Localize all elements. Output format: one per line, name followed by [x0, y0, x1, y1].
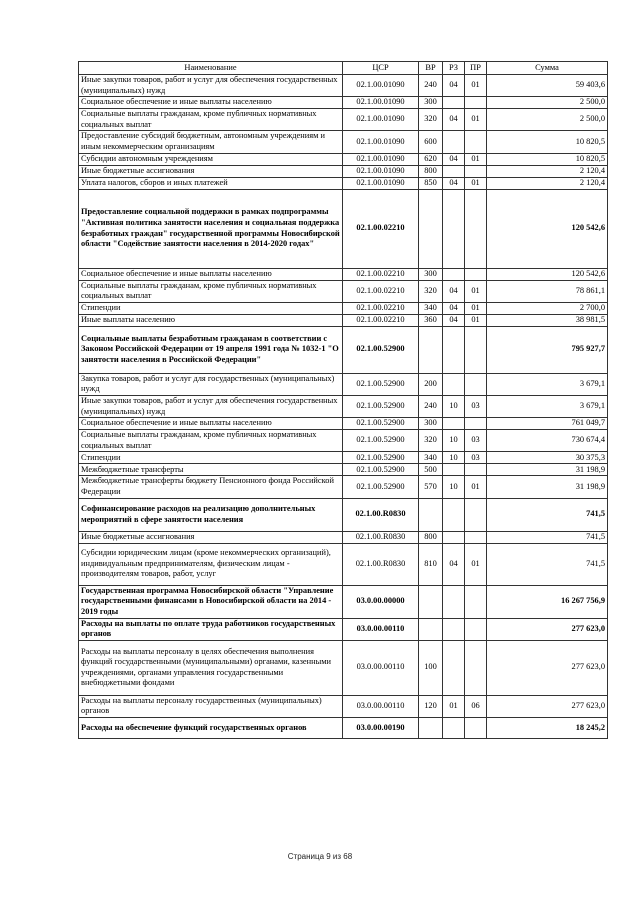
cell-name: Государственная программа Новосибирской области "Управление государственными финансами в Новосибирской области на 2014 - 2019 годы — [79, 585, 343, 618]
table-row — [79, 302, 608, 314]
cell-csr: 02.1.00.R0830 — [343, 531, 419, 543]
cell-vr: 120 — [419, 695, 443, 717]
cell-csr: 03.0.00.00110 — [343, 618, 419, 640]
cell-name: Иные бюджетные ассигнования — [79, 531, 343, 543]
cell-sum: 3 679,1 — [487, 395, 608, 417]
cell-csr: 02.1.00.02210 — [343, 302, 419, 314]
cell-sum: 761 049,7 — [487, 418, 608, 430]
header-pr: ПР — [465, 62, 487, 75]
table-row — [79, 153, 608, 165]
cell-name: Иные бюджетные ассигнования — [79, 165, 343, 177]
cell-name: Социальные выплаты гражданам, кроме публичных нормативных социальных выплат — [79, 109, 343, 131]
cell-rz — [443, 268, 465, 280]
table-row — [79, 268, 608, 280]
cell-rz — [443, 618, 465, 640]
cell-rz: 04 — [443, 543, 465, 585]
cell-rz — [443, 373, 465, 395]
cell-csr: 02.1.00.02210 — [343, 268, 419, 280]
cell-rz — [443, 585, 465, 618]
cell-rz: 10 — [443, 430, 465, 452]
table-row — [79, 109, 608, 131]
cell-csr: 02.1.00.01090 — [343, 177, 419, 189]
cell-pr: 01 — [465, 177, 487, 189]
cell-pr: 01 — [465, 75, 487, 97]
cell-name: Иные закупки товаров, работ и услуг для обеспечения государственных (муниципальных) нужд — [79, 75, 343, 97]
cell-sum: 10 820,5 — [487, 153, 608, 165]
cell-csr: 02.1.00.52900 — [343, 452, 419, 464]
cell-rz — [443, 464, 465, 476]
cell-rz: 01 — [443, 695, 465, 717]
cell-name: Субсидии юридическим лицам (кроме некоммерческих организаций), индивидуальным предпринимателям, физическим лицам - производителям товаров, работ, услуг — [79, 543, 343, 585]
cell-vr: 320 — [419, 280, 443, 302]
cell-vr: 240 — [419, 75, 443, 97]
cell-sum: 120 542,6 — [487, 268, 608, 280]
table-row — [79, 418, 608, 430]
cell-vr — [419, 189, 443, 268]
cell-rz: 10 — [443, 452, 465, 464]
cell-pr — [465, 268, 487, 280]
cell-pr — [465, 464, 487, 476]
cell-csr: 03.0.00.00110 — [343, 695, 419, 717]
table-row — [79, 326, 608, 373]
cell-name: Расходы на выплаты персоналу в целях обеспечения выполнения функций государственными (муниципальными) органами, казенными учреждениями, органами управления государственными внебюджетными фондами — [79, 640, 343, 695]
cell-rz — [443, 326, 465, 373]
table-row — [79, 165, 608, 177]
cell-pr — [465, 618, 487, 640]
cell-sum: 30 375,3 — [487, 452, 608, 464]
cell-vr: 300 — [419, 268, 443, 280]
cell-csr: 02.1.00.02210 — [343, 314, 419, 326]
cell-csr: 02.1.00.52900 — [343, 430, 419, 452]
table-body — [79, 75, 608, 739]
cell-name: Субсидии автономным учреждениям — [79, 153, 343, 165]
cell-name: Расходы на обеспечение функций государственных органов — [79, 717, 343, 738]
cell-rz — [443, 131, 465, 153]
cell-pr — [465, 165, 487, 177]
table-row — [79, 373, 608, 395]
table-row — [79, 717, 608, 738]
table-header-row — [79, 62, 608, 75]
cell-vr: 620 — [419, 153, 443, 165]
cell-rz: 04 — [443, 302, 465, 314]
cell-csr: 02.1.00.02210 — [343, 189, 419, 268]
cell-sum: 2 500,0 — [487, 97, 608, 109]
cell-pr: 01 — [465, 153, 487, 165]
cell-pr: 01 — [465, 543, 487, 585]
cell-vr — [419, 326, 443, 373]
cell-name: Стипендии — [79, 302, 343, 314]
cell-rz: 04 — [443, 177, 465, 189]
header-rz: РЗ — [443, 62, 465, 75]
budget-table — [78, 61, 608, 739]
cell-csr: 02.1.00.52900 — [343, 464, 419, 476]
cell-sum: 3 679,1 — [487, 373, 608, 395]
cell-sum: 277 623,0 — [487, 695, 608, 717]
cell-rz: 04 — [443, 109, 465, 131]
cell-csr: 02.1.00.01090 — [343, 153, 419, 165]
cell-csr: 03.0.00.00190 — [343, 717, 419, 738]
cell-vr: 800 — [419, 531, 443, 543]
header-vr: ВР — [419, 62, 443, 75]
cell-csr: 02.1.00.52900 — [343, 373, 419, 395]
table-row — [79, 314, 608, 326]
page-footer: Страница 9 из 68 — [287, 852, 353, 861]
cell-name: Расходы на выплаты персоналу государственных (муниципальных) органов — [79, 695, 343, 717]
cell-sum: 730 674,4 — [487, 430, 608, 452]
cell-name: Социальное обеспечение и иные выплаты населению — [79, 268, 343, 280]
cell-sum: 120 542,6 — [487, 189, 608, 268]
cell-name: Иные выплаты населению — [79, 314, 343, 326]
table-row — [79, 531, 608, 543]
cell-name: Социальные выплаты гражданам, кроме публичных нормативных социальных выплат — [79, 430, 343, 452]
cell-rz — [443, 717, 465, 738]
cell-name: Уплата налогов, сборов и иных платежей — [79, 177, 343, 189]
cell-name: Межбюджетные трансферты бюджету Пенсионного фонда Российской Федерации — [79, 476, 343, 498]
cell-pr — [465, 373, 487, 395]
cell-sum: 59 403,6 — [487, 75, 608, 97]
cell-name: Социальные выплаты гражданам, кроме публичных нормативных социальных выплат — [79, 280, 343, 302]
cell-vr: 810 — [419, 543, 443, 585]
cell-csr: 02.1.00.01090 — [343, 131, 419, 153]
cell-csr: 03.0.00.00000 — [343, 585, 419, 618]
cell-rz — [443, 498, 465, 531]
cell-name: Стипендии — [79, 452, 343, 464]
cell-sum: 2 700,0 — [487, 302, 608, 314]
table-row — [79, 464, 608, 476]
cell-vr: 570 — [419, 476, 443, 498]
cell-name: Предоставление социальной поддержки в рамках подпрограммы "Активная политика занятости населения и социальная поддержка безработных граждан" государственной программы Новосибирской области "Содействие занятости населения в 2014-2020 годах" — [79, 189, 343, 268]
cell-rz: 10 — [443, 476, 465, 498]
cell-vr: 300 — [419, 97, 443, 109]
cell-vr: 360 — [419, 314, 443, 326]
cell-vr: 240 — [419, 395, 443, 417]
cell-sum: 741,5 — [487, 531, 608, 543]
cell-vr: 300 — [419, 418, 443, 430]
cell-vr — [419, 618, 443, 640]
cell-pr: 03 — [465, 395, 487, 417]
cell-name: Расходы на выплаты по оплате труда работников государственных органов — [79, 618, 343, 640]
table-row — [79, 640, 608, 695]
cell-pr: 03 — [465, 430, 487, 452]
cell-sum: 741,5 — [487, 543, 608, 585]
cell-sum: 277 623,0 — [487, 640, 608, 695]
table-row — [79, 543, 608, 585]
cell-csr: 02.1.00.52900 — [343, 418, 419, 430]
cell-rz — [443, 640, 465, 695]
cell-vr: 340 — [419, 452, 443, 464]
cell-vr: 320 — [419, 109, 443, 131]
cell-name: Предоставление субсидий бюджетным, автономным учреждениям и иным некоммерческим организациям — [79, 131, 343, 153]
cell-name: Иные закупки товаров, работ и услуг для обеспечения государственных (муниципальных) нужд — [79, 395, 343, 417]
table-row — [79, 177, 608, 189]
cell-vr: 100 — [419, 640, 443, 695]
cell-pr — [465, 585, 487, 618]
cell-rz — [443, 531, 465, 543]
cell-sum: 31 198,9 — [487, 476, 608, 498]
cell-name: Социальное обеспечение и иные выплаты населению — [79, 418, 343, 430]
cell-name: Закупка товаров, работ и услуг для государственных (муниципальных) нужд — [79, 373, 343, 395]
cell-sum: 2 120,4 — [487, 165, 608, 177]
cell-csr: 03.0.00.00110 — [343, 640, 419, 695]
cell-sum: 38 981,5 — [487, 314, 608, 326]
budget-table-container — [78, 61, 607, 739]
cell-pr — [465, 717, 487, 738]
table-row — [79, 498, 608, 531]
cell-pr: 01 — [465, 476, 487, 498]
cell-sum: 2 500,0 — [487, 109, 608, 131]
table-row — [79, 452, 608, 464]
table-row — [79, 75, 608, 97]
cell-csr: 02.1.00.01090 — [343, 165, 419, 177]
header-csr: ЦСР — [343, 62, 419, 75]
cell-sum: 16 267 756,9 — [487, 585, 608, 618]
cell-pr: 01 — [465, 302, 487, 314]
cell-csr: 02.1.00.02210 — [343, 280, 419, 302]
table-row — [79, 131, 608, 153]
cell-csr: 02.1.00.R0830 — [343, 498, 419, 531]
cell-pr — [465, 97, 487, 109]
cell-pr — [465, 531, 487, 543]
cell-sum: 795 927,7 — [487, 326, 608, 373]
table-row — [79, 430, 608, 452]
cell-vr — [419, 498, 443, 531]
table-row — [79, 97, 608, 109]
cell-pr — [465, 498, 487, 531]
table-row — [79, 280, 608, 302]
cell-csr: 02.1.00.01090 — [343, 75, 419, 97]
cell-rz: 04 — [443, 75, 465, 97]
cell-rz — [443, 418, 465, 430]
cell-pr — [465, 640, 487, 695]
cell-vr — [419, 585, 443, 618]
cell-sum: 277 623,0 — [487, 618, 608, 640]
cell-vr: 600 — [419, 131, 443, 153]
cell-csr: 02.1.00.R0830 — [343, 543, 419, 585]
cell-rz: 04 — [443, 314, 465, 326]
cell-pr: 03 — [465, 452, 487, 464]
cell-name: Социальное обеспечение и иные выплаты населению — [79, 97, 343, 109]
table-row — [79, 695, 608, 717]
table-row — [79, 189, 608, 268]
cell-pr: 06 — [465, 695, 487, 717]
cell-vr: 340 — [419, 302, 443, 314]
cell-sum: 741,5 — [487, 498, 608, 531]
cell-rz — [443, 165, 465, 177]
cell-rz: 04 — [443, 280, 465, 302]
cell-name: Социальные выплаты безработным гражданам в соответствии с Законом Российской Федерации от 19 апреля 1991 года № 1032-1 "О занятости населения в Российской Федерации" — [79, 326, 343, 373]
cell-pr — [465, 418, 487, 430]
cell-sum: 10 820,5 — [487, 131, 608, 153]
cell-pr: 01 — [465, 280, 487, 302]
header-name: Наименование — [79, 62, 343, 75]
cell-pr: 01 — [465, 314, 487, 326]
table-row — [79, 585, 608, 618]
cell-pr: 01 — [465, 109, 487, 131]
cell-name: Софинансирование расходов на реализацию дополнительных мероприятий в сфере занятости населения — [79, 498, 343, 531]
cell-vr: 320 — [419, 430, 443, 452]
cell-sum: 18 245,2 — [487, 717, 608, 738]
cell-rz — [443, 189, 465, 268]
cell-sum: 78 861,1 — [487, 280, 608, 302]
cell-vr: 800 — [419, 165, 443, 177]
cell-rz: 04 — [443, 153, 465, 165]
cell-vr: 500 — [419, 464, 443, 476]
header-sum: Сумма — [487, 62, 608, 75]
cell-sum: 31 198,9 — [487, 464, 608, 476]
cell-vr — [419, 717, 443, 738]
cell-csr: 02.1.00.52900 — [343, 326, 419, 373]
cell-vr: 200 — [419, 373, 443, 395]
table-row — [79, 618, 608, 640]
cell-csr: 02.1.00.01090 — [343, 109, 419, 131]
table-row — [79, 476, 608, 498]
table-row — [79, 395, 608, 417]
cell-sum: 2 120,4 — [487, 177, 608, 189]
cell-name: Межбюджетные трансферты — [79, 464, 343, 476]
cell-csr: 02.1.00.01090 — [343, 97, 419, 109]
cell-csr: 02.1.00.52900 — [343, 395, 419, 417]
cell-pr — [465, 131, 487, 153]
cell-csr: 02.1.00.52900 — [343, 476, 419, 498]
cell-pr — [465, 326, 487, 373]
cell-rz — [443, 97, 465, 109]
cell-rz: 10 — [443, 395, 465, 417]
cell-pr — [465, 189, 487, 268]
cell-vr: 850 — [419, 177, 443, 189]
